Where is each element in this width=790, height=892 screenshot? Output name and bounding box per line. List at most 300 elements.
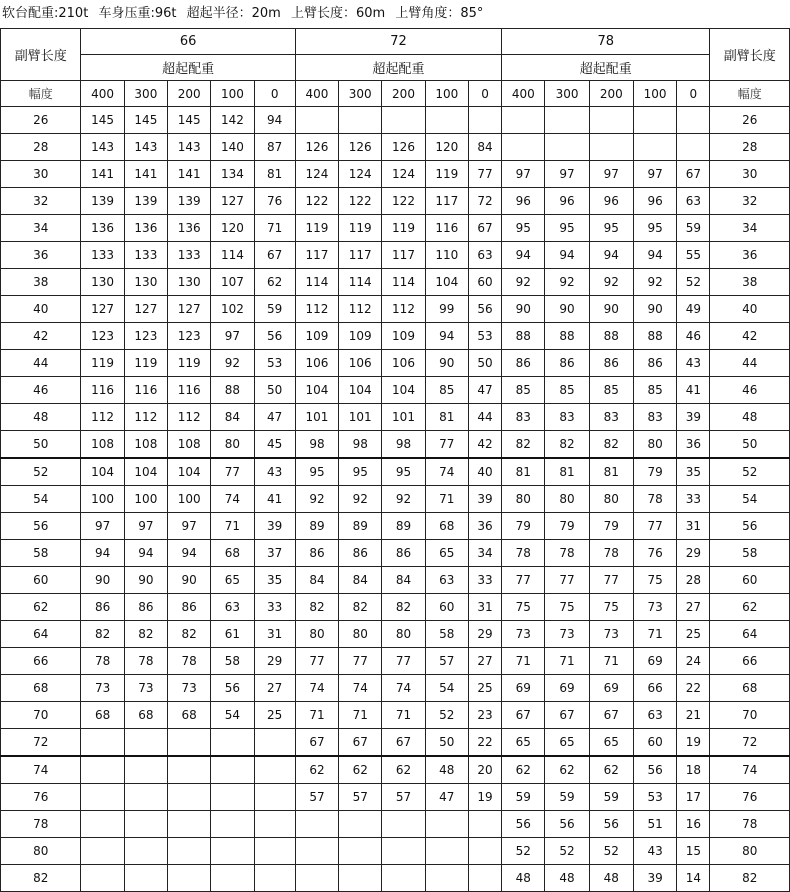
- capacity-cell: 47: [425, 784, 468, 811]
- weight-col-78-200: 200: [589, 81, 633, 107]
- capacity-cell: 119: [295, 215, 338, 242]
- capacity-cell: 74: [339, 675, 382, 702]
- capacity-cell: [589, 134, 633, 161]
- capacity-cell: [502, 134, 545, 161]
- capacity-cell: 56: [545, 811, 589, 838]
- capacity-cell: 88: [502, 323, 545, 350]
- capacity-cell: 52: [502, 838, 545, 865]
- capacity-cell: 69: [545, 675, 589, 702]
- capacity-cell: 39: [633, 865, 676, 892]
- weight-col-72-400: 400: [295, 81, 338, 107]
- radius-cell-left: 74: [1, 756, 81, 784]
- capacity-cell: 90: [589, 296, 633, 323]
- capacity-cell: 31: [468, 594, 501, 621]
- radius-cell-left: 28: [1, 134, 81, 161]
- capacity-cell: 56: [468, 296, 501, 323]
- capacity-cell: 90: [502, 296, 545, 323]
- group-header-72: 72: [295, 29, 501, 55]
- radius-cell-left: 30: [1, 161, 81, 188]
- radius-cell-right: 34: [710, 215, 790, 242]
- capacity-cell: 22: [677, 675, 710, 702]
- capacity-cell: 63: [425, 567, 468, 594]
- capacity-cell: 59: [589, 784, 633, 811]
- capacity-cell: [468, 107, 501, 134]
- capacity-cell: 52: [677, 269, 710, 296]
- capacity-cell: 76: [633, 540, 676, 567]
- capacity-cell: 67: [502, 702, 545, 729]
- capacity-cell: 101: [339, 404, 382, 431]
- capacity-cell: [425, 811, 468, 838]
- capacity-cell: 80: [382, 621, 425, 648]
- capacity-cell: [295, 811, 338, 838]
- capacity-cell: 81: [589, 458, 633, 486]
- radius-cell-right: 74: [710, 756, 790, 784]
- capacity-cell: 60: [468, 269, 501, 296]
- table-row: [1, 675, 790, 702]
- capacity-cell: 98: [339, 431, 382, 459]
- capacity-cell: 56: [633, 756, 676, 784]
- capacity-cell: 60: [633, 729, 676, 757]
- capacity-cell: 69: [633, 648, 676, 675]
- capacity-cell: 51: [633, 811, 676, 838]
- radius-cell-left: 60: [1, 567, 81, 594]
- radius-cell-right: 54: [710, 486, 790, 513]
- capacity-cell: 71: [589, 648, 633, 675]
- capacity-cell: 85: [545, 377, 589, 404]
- capacity-cell: 19: [677, 729, 710, 757]
- capacity-cell: 63: [633, 702, 676, 729]
- capacity-cell: 69: [589, 675, 633, 702]
- capacity-cell: 110: [425, 242, 468, 269]
- capacity-cell: [502, 107, 545, 134]
- radius-cell-right: 28: [710, 134, 790, 161]
- capacity-cell: 94: [545, 242, 589, 269]
- capacity-cell: [425, 838, 468, 865]
- capacity-cell: 78: [168, 648, 211, 675]
- capacity-cell: 82: [295, 594, 338, 621]
- radius-cell-right: 78: [710, 811, 790, 838]
- capacity-cell: 119: [339, 215, 382, 242]
- capacity-cell: [545, 107, 589, 134]
- capacity-cell: 80: [339, 621, 382, 648]
- radius-cell-left: 70: [1, 702, 81, 729]
- capacity-cell: 119: [382, 215, 425, 242]
- capacity-cell: 106: [295, 350, 338, 377]
- capacity-cell: 62: [295, 756, 338, 784]
- table-row: [1, 865, 790, 892]
- capacity-cell: 73: [545, 621, 589, 648]
- capacity-cell: 120: [211, 215, 254, 242]
- capacity-cell: 117: [295, 242, 338, 269]
- capacity-cell: 88: [589, 323, 633, 350]
- capacity-cell: [254, 838, 295, 865]
- capacity-cell: 74: [295, 675, 338, 702]
- table-row: [1, 323, 790, 350]
- capacity-cell: 59: [254, 296, 295, 323]
- caption-superlift-radius: 超起半径：20m: [186, 6, 281, 21]
- capacity-cell: 116: [81, 377, 124, 404]
- table-row: [1, 702, 790, 729]
- weight-col-78-300: 300: [545, 81, 589, 107]
- table-row: [1, 648, 790, 675]
- radius-cell-left: 56: [1, 513, 81, 540]
- capacity-cell: [589, 107, 633, 134]
- capacity-cell: 141: [81, 161, 124, 188]
- capacity-cell: 90: [425, 350, 468, 377]
- capacity-cell: 126: [295, 134, 338, 161]
- capacity-cell: 56: [254, 323, 295, 350]
- capacity-cell: 78: [124, 648, 167, 675]
- capacity-cell: 79: [545, 513, 589, 540]
- radius-label-left: 幅度: [1, 81, 81, 107]
- capacity-cell: 77: [211, 458, 254, 486]
- capacity-cell: 95: [633, 215, 676, 242]
- table-row: [1, 296, 790, 323]
- capacity-cell: 106: [339, 350, 382, 377]
- capacity-cell: 145: [168, 107, 211, 134]
- capacity-cell: 59: [545, 784, 589, 811]
- capacity-cell: 92: [589, 269, 633, 296]
- capacity-cell: 112: [382, 296, 425, 323]
- capacity-cell: 77: [425, 431, 468, 459]
- capacity-cell: 136: [168, 215, 211, 242]
- aux-length-label-left: 副臂长度: [1, 29, 81, 81]
- weight-col-72-0: 0: [468, 81, 501, 107]
- capacity-cell: 133: [168, 242, 211, 269]
- table-caption: [2, 0, 788, 28]
- capacity-cell: 92: [295, 486, 338, 513]
- capacity-cell: 71: [254, 215, 295, 242]
- capacity-cell: 18: [677, 756, 710, 784]
- capacity-cell: 67: [295, 729, 338, 757]
- capacity-cell: 83: [502, 404, 545, 431]
- capacity-cell: 77: [589, 567, 633, 594]
- capacity-cell: 58: [425, 621, 468, 648]
- capacity-cell: 73: [81, 675, 124, 702]
- capacity-cell: 97: [124, 513, 167, 540]
- capacity-cell: 79: [589, 513, 633, 540]
- capacity-cell: 71: [211, 513, 254, 540]
- capacity-cell: 39: [677, 404, 710, 431]
- capacity-cell: 73: [589, 621, 633, 648]
- capacity-cell: 95: [382, 458, 425, 486]
- capacity-cell: 98: [295, 431, 338, 459]
- capacity-cell: 83: [545, 404, 589, 431]
- capacity-cell: 143: [168, 134, 211, 161]
- capacity-cell: [254, 865, 295, 892]
- capacity-cell: [295, 838, 338, 865]
- capacity-cell: [339, 838, 382, 865]
- capacity-cell: 114: [382, 269, 425, 296]
- capacity-cell: 92: [211, 350, 254, 377]
- capacity-cell: 31: [254, 621, 295, 648]
- capacity-cell: 68: [168, 702, 211, 729]
- radius-cell-left: 80: [1, 838, 81, 865]
- capacity-cell: 25: [468, 675, 501, 702]
- capacity-cell: 41: [677, 377, 710, 404]
- capacity-cell: 89: [295, 513, 338, 540]
- capacity-cell: 90: [545, 296, 589, 323]
- capacity-cell: 27: [254, 675, 295, 702]
- capacity-cell: 94: [589, 242, 633, 269]
- capacity-cell: 109: [339, 323, 382, 350]
- capacity-cell: 86: [382, 540, 425, 567]
- capacity-cell: 78: [545, 540, 589, 567]
- capacity-cell: 86: [589, 350, 633, 377]
- capacity-cell: 81: [502, 458, 545, 486]
- capacity-cell: 20: [468, 756, 501, 784]
- capacity-cell: 95: [295, 458, 338, 486]
- capacity-cell: 96: [502, 188, 545, 215]
- capacity-cell: [211, 756, 254, 784]
- capacity-cell: 106: [382, 350, 425, 377]
- capacity-cell: 62: [502, 756, 545, 784]
- capacity-cell: 25: [677, 621, 710, 648]
- capacity-cell: 61: [211, 621, 254, 648]
- table-row: [1, 621, 790, 648]
- radius-cell-left: 78: [1, 811, 81, 838]
- capacity-cell: 122: [339, 188, 382, 215]
- capacity-cell: 90: [168, 567, 211, 594]
- capacity-cell: 119: [124, 350, 167, 377]
- capacity-cell: [295, 865, 338, 892]
- radius-cell-right: 70: [710, 702, 790, 729]
- capacity-cell: 80: [545, 486, 589, 513]
- capacity-cell: 58: [211, 648, 254, 675]
- capacity-cell: 84: [211, 404, 254, 431]
- capacity-cell: 127: [168, 296, 211, 323]
- capacity-cell: [468, 865, 501, 892]
- capacity-cell: 52: [425, 702, 468, 729]
- capacity-cell: 84: [339, 567, 382, 594]
- capacity-cell: 60: [425, 594, 468, 621]
- capacity-cell: 89: [339, 513, 382, 540]
- capacity-cell: 43: [633, 838, 676, 865]
- capacity-cell: 80: [502, 486, 545, 513]
- capacity-cell: 82: [589, 431, 633, 459]
- capacity-cell: [124, 865, 167, 892]
- capacity-cell: 119: [425, 161, 468, 188]
- radius-cell-right: 46: [710, 377, 790, 404]
- capacity-cell: 71: [545, 648, 589, 675]
- superlift-header-72: 超起配重: [295, 55, 501, 81]
- radius-cell-left: 44: [1, 350, 81, 377]
- capacity-cell: [382, 838, 425, 865]
- capacity-cell: 53: [468, 323, 501, 350]
- capacity-cell: [633, 107, 676, 134]
- caption-upper-boom-angle: 上臂角度：85°: [395, 6, 484, 21]
- capacity-cell: 94: [254, 107, 295, 134]
- capacity-cell: 14: [677, 865, 710, 892]
- radius-cell-left: 48: [1, 404, 81, 431]
- radius-cell-right: 26: [710, 107, 790, 134]
- radius-cell-right: 50: [710, 431, 790, 459]
- capacity-cell: 65: [211, 567, 254, 594]
- group-header-66: 66: [81, 29, 295, 55]
- capacity-cell: [254, 729, 295, 757]
- weight-col-66-0: 0: [254, 81, 295, 107]
- radius-cell-left: 50: [1, 431, 81, 459]
- capacity-cell: 119: [168, 350, 211, 377]
- caption-upper-boom-length: 上臂长度：60m: [290, 6, 386, 21]
- capacity-cell: 104: [425, 269, 468, 296]
- capacity-cell: 114: [339, 269, 382, 296]
- radius-cell-left: 38: [1, 269, 81, 296]
- capacity-cell: 85: [425, 377, 468, 404]
- capacity-cell: 75: [502, 594, 545, 621]
- capacity-cell: 127: [81, 296, 124, 323]
- capacity-cell: 142: [211, 107, 254, 134]
- capacity-cell: 85: [589, 377, 633, 404]
- load-chart-table: [0, 28, 790, 892]
- capacity-cell: [382, 811, 425, 838]
- capacity-cell: 16: [677, 811, 710, 838]
- table-row: [1, 161, 790, 188]
- radius-cell-right: 56: [710, 513, 790, 540]
- capacity-cell: 123: [81, 323, 124, 350]
- capacity-cell: 82: [168, 621, 211, 648]
- capacity-cell: 62: [589, 756, 633, 784]
- radius-cell-right: 40: [710, 296, 790, 323]
- capacity-cell: 34: [468, 540, 501, 567]
- capacity-cell: 89: [382, 513, 425, 540]
- capacity-cell: 17: [677, 784, 710, 811]
- capacity-cell: 80: [295, 621, 338, 648]
- capacity-cell: 96: [633, 188, 676, 215]
- capacity-cell: 50: [425, 729, 468, 757]
- capacity-cell: 100: [81, 486, 124, 513]
- table-row: [1, 567, 790, 594]
- capacity-cell: 86: [81, 594, 124, 621]
- capacity-cell: 94: [168, 540, 211, 567]
- capacity-cell: [339, 811, 382, 838]
- capacity-cell: 57: [295, 784, 338, 811]
- capacity-cell: 74: [211, 486, 254, 513]
- capacity-cell: 19: [468, 784, 501, 811]
- capacity-cell: 71: [295, 702, 338, 729]
- capacity-cell: 136: [124, 215, 167, 242]
- capacity-cell: [124, 784, 167, 811]
- capacity-cell: 94: [425, 323, 468, 350]
- load-chart-body: [1, 107, 790, 892]
- capacity-cell: [168, 784, 211, 811]
- capacity-cell: 122: [382, 188, 425, 215]
- weight-col-78-400: 400: [502, 81, 545, 107]
- radius-cell-right: 36: [710, 242, 790, 269]
- capacity-cell: [168, 838, 211, 865]
- capacity-cell: 52: [589, 838, 633, 865]
- capacity-cell: 90: [124, 567, 167, 594]
- capacity-cell: [425, 107, 468, 134]
- capacity-cell: 94: [633, 242, 676, 269]
- capacity-cell: 112: [124, 404, 167, 431]
- capacity-cell: 94: [502, 242, 545, 269]
- capacity-cell: 53: [254, 350, 295, 377]
- capacity-cell: 92: [633, 269, 676, 296]
- capacity-cell: 47: [254, 404, 295, 431]
- capacity-cell: 85: [633, 377, 676, 404]
- capacity-cell: 43: [254, 458, 295, 486]
- capacity-cell: 27: [677, 594, 710, 621]
- table-row: [1, 242, 790, 269]
- capacity-cell: 97: [168, 513, 211, 540]
- capacity-cell: 65: [425, 540, 468, 567]
- capacity-cell: 92: [545, 269, 589, 296]
- weight-col-78-100: 100: [633, 81, 676, 107]
- radius-cell-left: 82: [1, 865, 81, 892]
- capacity-cell: 97: [633, 161, 676, 188]
- capacity-cell: 97: [502, 161, 545, 188]
- capacity-cell: 57: [425, 648, 468, 675]
- capacity-cell: 39: [468, 486, 501, 513]
- capacity-cell: 108: [168, 431, 211, 459]
- capacity-cell: 136: [81, 215, 124, 242]
- weight-col-72-100: 100: [425, 81, 468, 107]
- capacity-cell: 69: [502, 675, 545, 702]
- capacity-cell: 78: [81, 648, 124, 675]
- radius-cell-right: 60: [710, 567, 790, 594]
- capacity-cell: [168, 756, 211, 784]
- radius-cell-left: 68: [1, 675, 81, 702]
- capacity-cell: 96: [589, 188, 633, 215]
- capacity-cell: [124, 756, 167, 784]
- capacity-cell: [211, 811, 254, 838]
- capacity-cell: 141: [168, 161, 211, 188]
- radius-cell-right: 72: [710, 729, 790, 757]
- capacity-cell: 33: [468, 567, 501, 594]
- capacity-cell: 117: [382, 242, 425, 269]
- capacity-cell: 104: [339, 377, 382, 404]
- capacity-cell: 73: [633, 594, 676, 621]
- capacity-cell: 62: [254, 269, 295, 296]
- capacity-cell: 88: [545, 323, 589, 350]
- capacity-cell: 97: [545, 161, 589, 188]
- capacity-cell: 25: [254, 702, 295, 729]
- capacity-cell: [382, 107, 425, 134]
- capacity-cell: 33: [254, 594, 295, 621]
- capacity-cell: [168, 729, 211, 757]
- capacity-cell: 95: [502, 215, 545, 242]
- capacity-cell: 81: [425, 404, 468, 431]
- capacity-cell: [124, 729, 167, 757]
- capacity-cell: [254, 811, 295, 838]
- capacity-cell: 139: [168, 188, 211, 215]
- capacity-cell: 52: [545, 838, 589, 865]
- capacity-cell: 68: [211, 540, 254, 567]
- capacity-cell: 67: [468, 215, 501, 242]
- capacity-cell: 112: [81, 404, 124, 431]
- capacity-cell: [211, 729, 254, 757]
- radius-cell-left: 64: [1, 621, 81, 648]
- capacity-cell: 75: [589, 594, 633, 621]
- capacity-cell: 75: [545, 594, 589, 621]
- table-row: [1, 811, 790, 838]
- capacity-cell: 81: [254, 161, 295, 188]
- capacity-cell: 145: [124, 107, 167, 134]
- radius-cell-left: 34: [1, 215, 81, 242]
- capacity-cell: 86: [633, 350, 676, 377]
- capacity-cell: 48: [589, 865, 633, 892]
- capacity-cell: 36: [677, 431, 710, 459]
- table-row: [1, 594, 790, 621]
- capacity-cell: 55: [677, 242, 710, 269]
- capacity-cell: 141: [124, 161, 167, 188]
- capacity-cell: 126: [382, 134, 425, 161]
- capacity-cell: 117: [339, 242, 382, 269]
- capacity-cell: [81, 756, 124, 784]
- capacity-cell: 130: [168, 269, 211, 296]
- capacity-cell: 109: [382, 323, 425, 350]
